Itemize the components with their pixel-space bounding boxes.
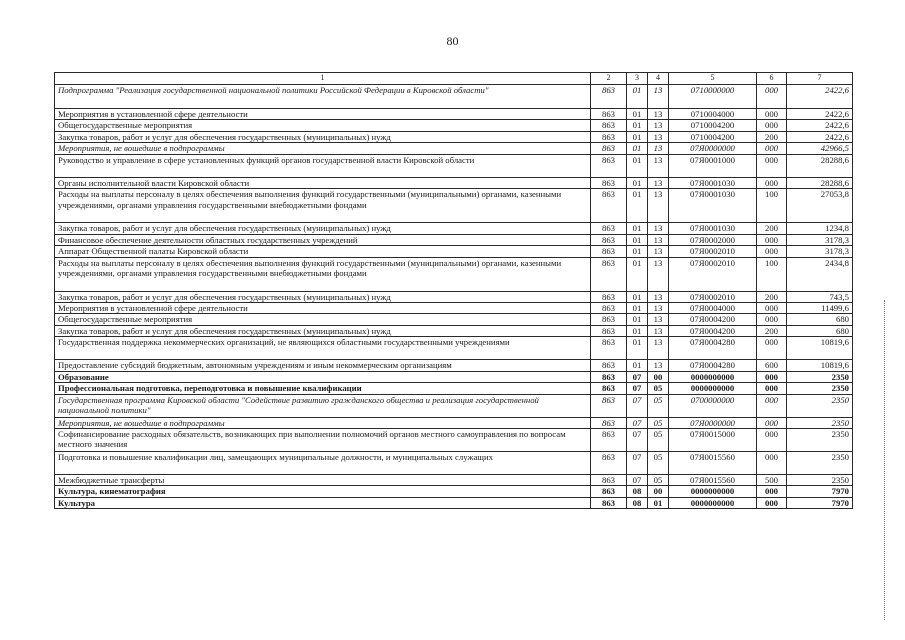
cell-ministry-code: 863 [591,325,627,336]
header-col-2: 2 [591,73,627,85]
cell-description: Аппарат Общественной палаты Кировской области [55,246,591,257]
cell-section-code: 01 [627,189,648,223]
cell-section-code: 01 [627,234,648,245]
cell-expense-type: 000 [757,154,787,177]
table-row [55,223,853,234]
cell-expense-type: 600 [757,360,787,371]
cell-target-article: 0700000000 [669,394,757,417]
cell-expense-type: 000 [757,486,787,497]
table-row [55,497,853,508]
cell-section-code: 01 [627,109,648,120]
cell-target-article: 07Я0004280 [669,337,757,360]
table-row [55,417,853,428]
cell-subsection-code: 05 [648,429,669,452]
cell-description: Закупка товаров, работ и услуг для обеспечения государственных (муниципальных) нужд [55,325,591,336]
cell-subsection-code: 00 [648,371,669,382]
table-row [55,486,853,497]
cell-description: Образование [55,371,591,382]
table-row [55,234,853,245]
cell-section-code: 01 [627,85,648,109]
cell-section-code: 07 [627,383,648,394]
cell-ministry-code: 863 [591,234,627,245]
cell-target-article: 07Я0004200 [669,325,757,336]
cell-amount: 2350 [787,475,853,486]
cell-amount: 680 [787,314,853,325]
table-row [55,302,853,313]
cell-ministry-code: 863 [591,223,627,234]
cell-amount: 10819,6 [787,337,853,360]
cell-description: Финансовое обеспечение деятельности областных государственных учреждений [55,234,591,245]
scan-edge-mark [884,300,886,620]
cell-target-article: 0000000000 [669,371,757,382]
cell-amount: 1234,8 [787,223,853,234]
table-row [55,314,853,325]
cell-section-code: 07 [627,417,648,428]
cell-section-code: 01 [627,337,648,360]
cell-description: Мероприятия, не вошедшие в подпрограммы [55,143,591,154]
cell-subsection-code: 13 [648,257,669,291]
cell-ministry-code: 863 [591,314,627,325]
header-col-4: 4 [648,73,669,85]
table-row [55,177,853,188]
cell-target-article: 07Я0002000 [669,234,757,245]
cell-expense-type: 200 [757,325,787,336]
cell-ministry-code: 863 [591,120,627,131]
cell-subsection-code: 05 [648,452,669,475]
cell-amount: 28288,6 [787,154,853,177]
table-row [55,246,853,257]
cell-section-code: 01 [627,143,648,154]
cell-target-article: 07Я0015560 [669,475,757,486]
cell-section-code: 07 [627,429,648,452]
cell-description: Общегосударственные мероприятия [55,120,591,131]
table-header-row [55,73,853,85]
cell-amount: 2422,6 [787,109,853,120]
cell-target-article: 07Я0000000 [669,143,757,154]
cell-subsection-code: 00 [648,486,669,497]
cell-ministry-code: 863 [591,337,627,360]
cell-target-article: 07Я0015000 [669,429,757,452]
cell-expense-type: 100 [757,189,787,223]
cell-section-code: 01 [627,131,648,142]
cell-target-article: 07Я0000000 [669,417,757,428]
cell-expense-type: 200 [757,131,787,142]
cell-amount: 42966,5 [787,143,853,154]
cell-subsection-code: 05 [648,475,669,486]
cell-ministry-code: 863 [591,154,627,177]
table-row [55,131,853,142]
cell-description: Подготовка и повышение квалификации лиц, замещающих муниципальные должности, и муниципальных служащих [55,452,591,475]
table-row [55,452,853,475]
cell-subsection-code: 13 [648,234,669,245]
table-body [55,73,853,509]
cell-section-code: 01 [627,246,648,257]
cell-description: Софинансирование расходных обязательств, возникающих при выполнении полномочий органов местного самоуправления по вопросам местного значения [55,429,591,452]
cell-ministry-code: 863 [591,417,627,428]
cell-expense-type: 200 [757,291,787,302]
table-row [55,325,853,336]
cell-ministry-code: 863 [591,371,627,382]
cell-expense-type: 000 [757,337,787,360]
cell-amount: 27053,8 [787,189,853,223]
cell-amount: 2434,8 [787,257,853,291]
cell-target-article: 0710004200 [669,131,757,142]
cell-ministry-code: 863 [591,257,627,291]
cell-ministry-code: 863 [591,302,627,313]
cell-target-article: 07Я0002010 [669,291,757,302]
cell-description: Расходы на выплаты персоналу в целях обеспечения выполнения функций государственными (муниципальными) органами, казенными учреждениями, органами управления государственными внебюджетными фондами [55,189,591,223]
cell-expense-type: 000 [757,234,787,245]
cell-description: Расходы на выплаты персоналу в целях обеспечения выполнения функций государственными (муниципальными) органами, казенными учреждениями, органами управления государственными внебюджетными фондами [55,257,591,291]
header-col-6: 6 [757,73,787,85]
cell-section-code: 07 [627,371,648,382]
table-row [55,394,853,417]
table-row [55,337,853,360]
cell-subsection-code: 05 [648,417,669,428]
cell-amount: 2350 [787,417,853,428]
cell-section-code: 07 [627,452,648,475]
cell-target-article: 0710004200 [669,120,757,131]
cell-expense-type: 000 [757,120,787,131]
cell-expense-type: 000 [757,452,787,475]
cell-expense-type: 000 [757,246,787,257]
cell-amount: 2422,6 [787,120,853,131]
cell-subsection-code: 05 [648,394,669,417]
cell-amount: 743,5 [787,291,853,302]
cell-expense-type: 100 [757,257,787,291]
cell-expense-type: 000 [757,497,787,508]
cell-amount: 3178,3 [787,234,853,245]
cell-section-code: 01 [627,177,648,188]
cell-expense-type: 500 [757,475,787,486]
cell-ministry-code: 863 [591,189,627,223]
cell-description: Закупка товаров, работ и услуг для обеспечения государственных (муниципальных) нужд [55,223,591,234]
cell-expense-type: 000 [757,143,787,154]
cell-description: Мероприятия в установленной сфере деятельности [55,109,591,120]
cell-target-article: 0000000000 [669,383,757,394]
cell-target-article: 0710000000 [669,85,757,109]
cell-subsection-code: 13 [648,302,669,313]
cell-section-code: 01 [627,302,648,313]
table-row [55,120,853,131]
cell-expense-type: 000 [757,85,787,109]
cell-expense-type: 000 [757,177,787,188]
cell-subsection-code: 13 [648,120,669,131]
table-row [55,154,853,177]
cell-amount: 7970 [787,497,853,508]
cell-ministry-code: 863 [591,246,627,257]
cell-ministry-code: 863 [591,394,627,417]
table-row [55,257,853,291]
cell-target-article: 07Я0001000 [669,154,757,177]
cell-section-code: 07 [627,475,648,486]
table-row [55,383,853,394]
cell-ministry-code: 863 [591,383,627,394]
cell-expense-type: 000 [757,394,787,417]
cell-subsection-code: 13 [648,291,669,302]
table-row [55,143,853,154]
cell-ministry-code: 863 [591,429,627,452]
cell-description: Межбюджетные трансферты [55,475,591,486]
page-number: 80 [446,34,459,48]
cell-amount: 680 [787,325,853,336]
cell-amount: 2422,6 [787,85,853,109]
cell-target-article: 07Я0002010 [669,246,757,257]
cell-amount: 2350 [787,371,853,382]
cell-subsection-code: 13 [648,325,669,336]
cell-expense-type: 000 [757,417,787,428]
cell-section-code: 01 [627,257,648,291]
cell-ministry-code: 863 [591,360,627,371]
cell-subsection-code: 01 [648,497,669,508]
header-col-7: 7 [787,73,853,85]
cell-ministry-code: 863 [591,475,627,486]
cell-section-code: 08 [627,497,648,508]
cell-description: Культура, кинематография [55,486,591,497]
cell-target-article: 07Я0001030 [669,223,757,234]
cell-target-article: 07Я0002010 [669,257,757,291]
cell-subsection-code: 13 [648,143,669,154]
cell-description: Органы исполнительной власти Кировской области [55,177,591,188]
cell-ministry-code: 863 [591,497,627,508]
budget-table [54,72,853,509]
cell-target-article: 07Я0015560 [669,452,757,475]
cell-amount: 2422,6 [787,131,853,142]
cell-section-code: 01 [627,154,648,177]
cell-expense-type: 000 [757,314,787,325]
cell-section-code: 01 [627,314,648,325]
table-row [55,429,853,452]
header-col-5: 5 [669,73,757,85]
cell-amount: 2350 [787,429,853,452]
cell-subsection-code: 13 [648,337,669,360]
cell-target-article: 0000000000 [669,486,757,497]
cell-subsection-code: 13 [648,154,669,177]
cell-target-article: 0000000000 [669,497,757,508]
cell-description: Предоставление субсидий бюджетным, автономным учреждениям и иным некоммерческим организациям [55,360,591,371]
cell-subsection-code: 13 [648,85,669,109]
cell-ministry-code: 863 [591,143,627,154]
cell-expense-type: 200 [757,223,787,234]
cell-section-code: 08 [627,486,648,497]
cell-expense-type: 000 [757,383,787,394]
cell-ministry-code: 863 [591,177,627,188]
cell-amount: 2350 [787,383,853,394]
cell-subsection-code: 05 [648,383,669,394]
cell-description: Общегосударственные мероприятия [55,314,591,325]
cell-description: Мероприятия в установленной сфере деятельности [55,302,591,313]
cell-expense-type: 000 [757,302,787,313]
cell-ministry-code: 863 [591,131,627,142]
cell-amount: 2350 [787,394,853,417]
table-row [55,371,853,382]
cell-description: Руководство и управление в сфере установленных функций органов государственной власти Кировской области [55,154,591,177]
header-col-3: 3 [627,73,648,85]
cell-description: Профессиональная подготовка, переподготовка и повышение квалификации [55,383,591,394]
table-row [55,109,853,120]
cell-section-code: 01 [627,291,648,302]
cell-subsection-code: 13 [648,131,669,142]
cell-section-code: 01 [627,223,648,234]
header-col-1: 1 [55,73,591,85]
cell-subsection-code: 13 [648,189,669,223]
cell-target-article: 07Я0001030 [669,177,757,188]
cell-subsection-code: 13 [648,314,669,325]
cell-expense-type: 000 [757,429,787,452]
table-row [55,360,853,371]
cell-amount: 3178,3 [787,246,853,257]
cell-section-code: 01 [627,120,648,131]
cell-ministry-code: 863 [591,452,627,475]
cell-description: Государственная поддержка некоммерческих организаций, не являющихся областными государственными учреждениями [55,337,591,360]
cell-subsection-code: 13 [648,223,669,234]
cell-section-code: 01 [627,360,648,371]
table-row [55,475,853,486]
cell-amount: 11499,6 [787,302,853,313]
cell-description: Мероприятия, не вошедшие в подпрограммы [55,417,591,428]
cell-expense-type: 000 [757,109,787,120]
cell-amount: 28288,6 [787,177,853,188]
cell-subsection-code: 13 [648,360,669,371]
cell-description: Государственная программа Кировской области "Содействие развитию гражданского общества и реализация государственной национальной политики" [55,394,591,417]
cell-description: Закупка товаров, работ и услуг для обеспечения государственных (муниципальных) нужд [55,131,591,142]
cell-target-article: 07Я0004000 [669,302,757,313]
cell-target-article: 0710004000 [669,109,757,120]
cell-ministry-code: 863 [591,85,627,109]
cell-description: Культура [55,497,591,508]
cell-description: Закупка товаров, работ и услуг для обеспечения государственных (муниципальных) нужд [55,291,591,302]
cell-target-article: 07Я0004280 [669,360,757,371]
table-row [55,189,853,223]
cell-target-article: 07Я0004200 [669,314,757,325]
cell-amount: 7970 [787,486,853,497]
table-row [55,291,853,302]
cell-ministry-code: 863 [591,486,627,497]
cell-subsection-code: 13 [648,109,669,120]
cell-section-code: 07 [627,394,648,417]
cell-amount: 2350 [787,452,853,475]
table-row [55,85,853,109]
cell-ministry-code: 863 [591,109,627,120]
cell-subsection-code: 13 [648,177,669,188]
cell-section-code: 01 [627,325,648,336]
cell-subsection-code: 13 [648,246,669,257]
cell-expense-type: 000 [757,371,787,382]
cell-target-article: 07Я0001030 [669,189,757,223]
cell-description: Подпрограмма "Реализация государственной национальной политики Российской Федерации в Кировской области" [55,85,591,109]
cell-amount: 10819,6 [787,360,853,371]
cell-ministry-code: 863 [591,291,627,302]
